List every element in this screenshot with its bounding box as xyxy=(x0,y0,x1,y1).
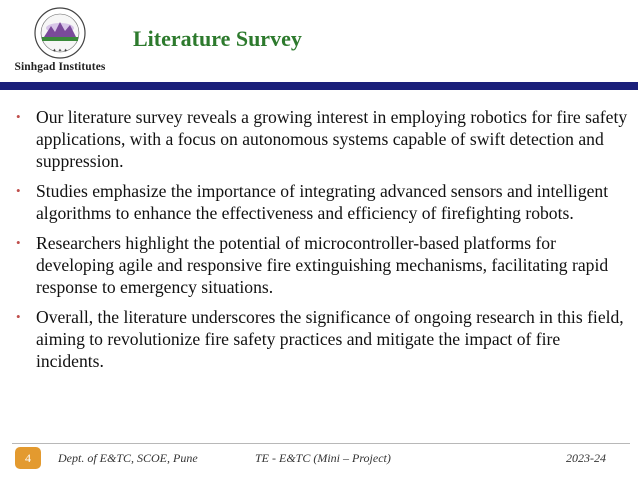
list-item xyxy=(16,180,628,224)
page-number-badge: 4 xyxy=(15,447,41,469)
logo-emblem-icon xyxy=(24,6,96,62)
slide-title: Literature Survey xyxy=(133,26,302,51)
list-item xyxy=(16,106,628,172)
bullet-list xyxy=(16,106,628,380)
bullet-text: Overall, the literature underscores the significance of ongoing research in this field, aiming to revolutionize fire safety practices and mitigate the impact of fire incidents. xyxy=(36,307,624,371)
footer-department: Dept. of E&TC, SCOE, Pune xyxy=(58,451,198,465)
footer-year: 2023-24 xyxy=(566,451,606,465)
footer-divider xyxy=(12,443,630,444)
svg-text:✦ ✦ ✦: ✦ ✦ ✦ xyxy=(52,48,68,54)
bullet-text: Studies emphasize the importance of integrating advanced sensors and intelligent algorithms to enhance the effectiveness and efficiency of firefighting robots. xyxy=(36,181,609,223)
institute-logo xyxy=(10,6,110,78)
title-divider xyxy=(0,82,638,90)
bullet-icon: • xyxy=(16,235,21,250)
bullet-icon: • xyxy=(16,183,21,198)
bullet-icon: • xyxy=(16,309,21,324)
bullet-text: Researchers highlight the potential of microcontroller-based platforms for developing agile and responsive fire extinguishing mechanisms, facilitating rapid response to emergency situations. xyxy=(36,233,609,297)
logo-caption: Sinhgad Institutes xyxy=(14,61,106,73)
bullet-text: Our literature survey reveals a growing interest in employing robotics for fire safety applications, with a focus on autonomous systems capable of swift detection and suppression. xyxy=(36,107,628,171)
footer-course: TE - E&TC (Mini – Project) xyxy=(255,451,391,465)
list-item xyxy=(16,306,628,372)
bullet-icon: • xyxy=(16,109,21,124)
list-item xyxy=(16,232,628,298)
